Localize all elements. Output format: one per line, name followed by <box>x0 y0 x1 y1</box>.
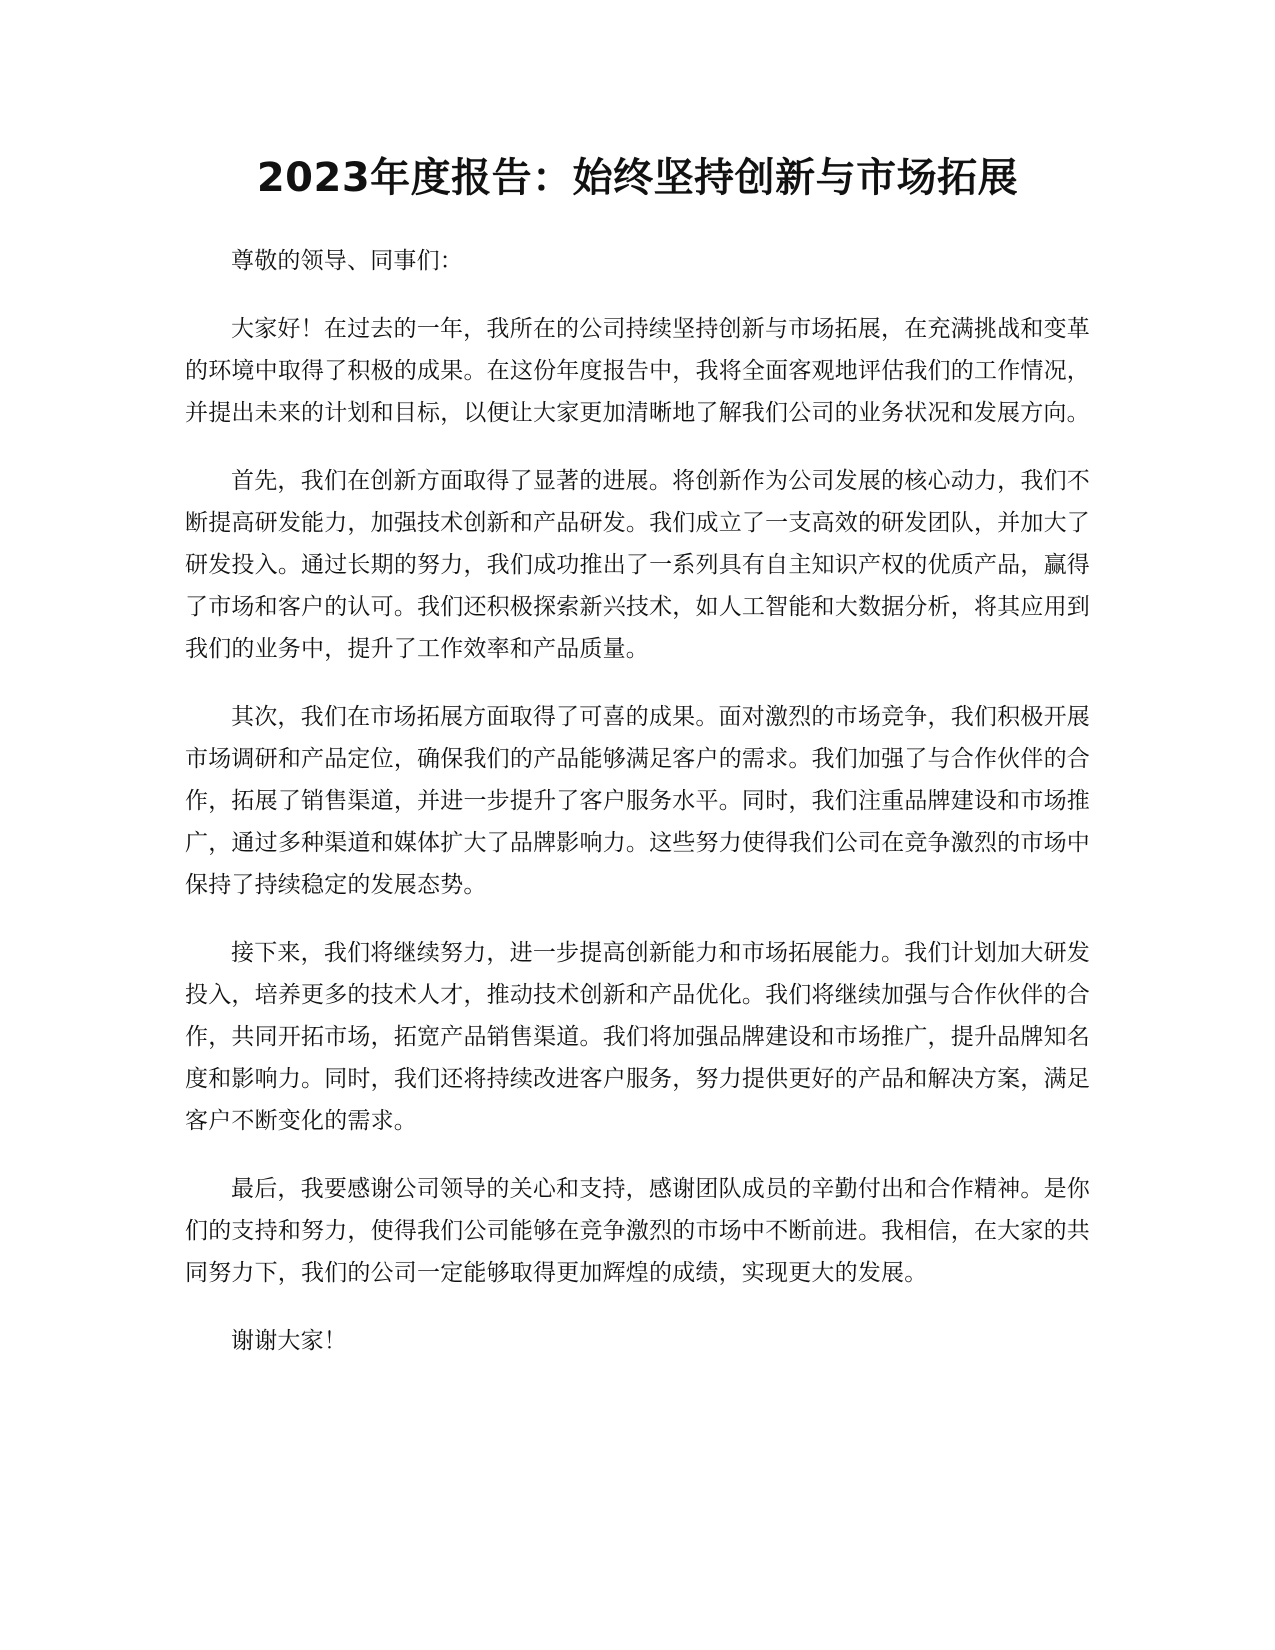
innovation-paragraph: 首先，我们在创新方面取得了显著的进展。将创新作为公司发展的核心动力，我们不断提高研发能力，加强技术创新和产品研发。我们成立了一支高效的研发团队，并加大了研发投入。通过长期的努力，我们成功推出了一系列具有自主知识产权的优质产品，赢得了市场和客户的认可。我们还积极探索新兴技术，如人工智能和大数据分析，将其应用到我们的业务中，提升了工作效率和产品质量。 <box>185 468 1090 662</box>
salutation-paragraph: 尊敬的领导、同事们： <box>231 248 463 274</box>
plan-paragraph: 接下来，我们将继续努力，进一步提高创新能力和市场拓展能力。我们计划加大研发投入，培养更多的技术人才，推动技术创新和产品优化。我们将继续加强与合作伙伴的合作，共同开拓市场，拓宽产品销售渠道。我们将加强品牌建设和市场推广，提升品牌知名度和影响力。同时，我们还将持续改进客户服务，努力提供更好的产品和解决方案，满足客户不断变化的需求。 <box>185 940 1090 1134</box>
closing-paragraph: 谢谢大家！ <box>231 1328 347 1354</box>
intro-paragraph: 大家好！在过去的一年，我所在的公司持续坚持创新与市场拓展，在充满挑战和变革的环境中取得了积极的成果。在这份年度报告中，我将全面客观地评估我们的工作情况，并提出未来的计划和目标，以便让大家更加清晰地了解我们公司的业务状况和发展方向。 <box>185 316 1090 426</box>
document-body <box>185 240 1090 1388</box>
document-title: 2023年度报告：始终坚持创新与市场拓展 <box>256 155 1019 201</box>
market-paragraph: 其次，我们在市场拓展方面取得了可喜的成果。面对激烈的市场竞争，我们积极开展市场调研和产品定位，确保我们的产品能够满足客户的需求。我们加强了与合作伙伴的合作，拓展了销售渠道，并进一步提升了客户服务水平。同时，我们注重品牌建设和市场推广，通过多种渠道和媒体扩大了品牌影响力。这些努力使得我们公司在竞争激烈的市场中保持了持续稳定的发展态势。 <box>185 704 1090 898</box>
thanks-paragraph: 最后，我要感谢公司领导的关心和支持，感谢团队成员的辛勤付出和合作精神。是你们的支持和努力，使得我们公司能够在竞争激烈的市场中不断前进。我相信，在大家的共同努力下，我们的公司一定能够取得更加辉煌的成绩，实现更大的发展。 <box>185 1176 1090 1286</box>
